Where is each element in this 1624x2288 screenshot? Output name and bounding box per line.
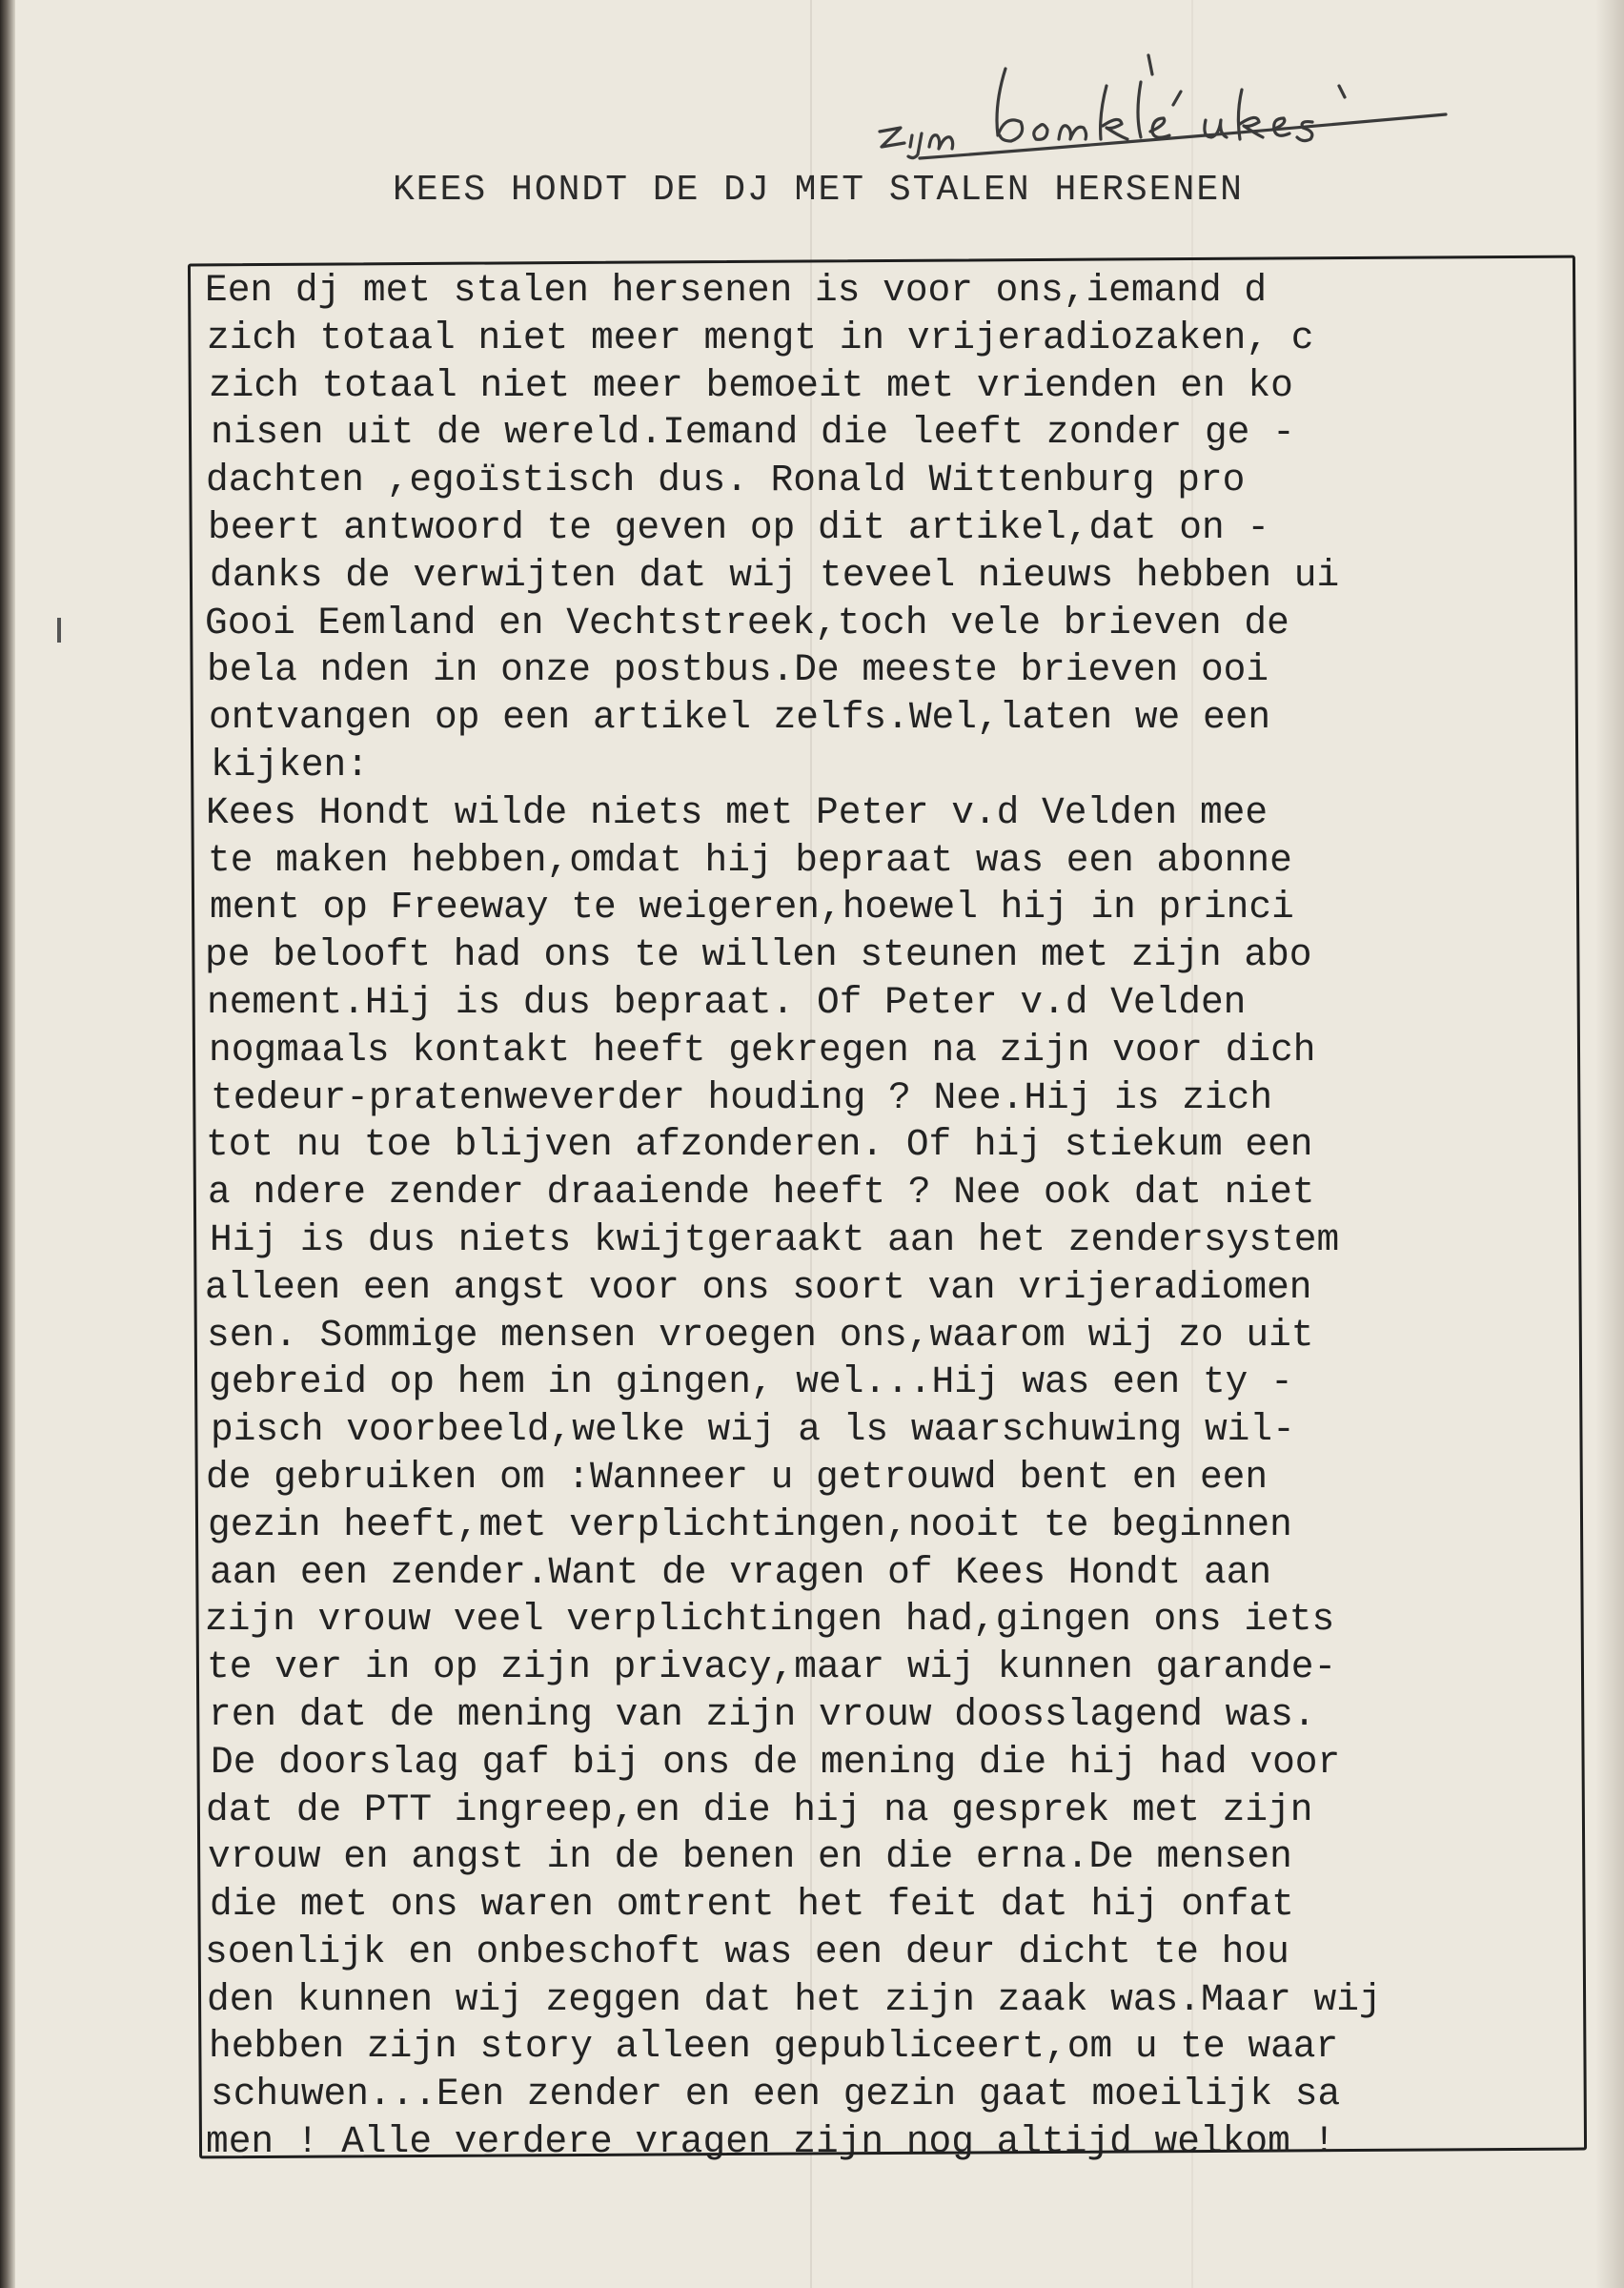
- text-line: hebben zijn story alleen gepubliceert,om u te waar: [209, 2025, 1339, 2069]
- page-binding-edge: [0, 0, 15, 2288]
- text-line: dachten ,egoïstisch dus. Ronald Wittenburg pro: [206, 459, 1246, 502]
- text-line: ontvangen op een artikel zelfs.Wel,laten we een: [209, 696, 1271, 740]
- text-line: zijn vrouw veel verplichtingen had,gingen ons iets: [205, 1598, 1335, 1642]
- text-line: zich totaal niet meer mengt in vrijeradiozaken, c: [207, 316, 1314, 359]
- text-line: Hij is dus niets kwijtgeraakt aan het zendersystem: [210, 1217, 1340, 1261]
- text-line: pisch voorbeeld,welke wij a ls waarschuwing wil-: [211, 1408, 1295, 1452]
- text-line: bela nden in onze postbus.De meeste brieven ooi: [207, 648, 1269, 692]
- text-line: beert antwoord te geven op dit artikel,dat on -: [208, 505, 1270, 549]
- text-line: dat de PTT ingreep,en die hij na gesprek met zijn: [206, 1788, 1313, 1831]
- text-line: nogmaals kontakt heeft gekregen na zijn voor dich: [209, 1028, 1316, 1072]
- text-line: nisen uit de wereld.Iemand die leeft zonder ge -: [211, 411, 1295, 455]
- text-line: De doorslag gaf bij ons de mening die hij had voor: [211, 1740, 1341, 1784]
- paper-edge-shadow: [1595, 0, 1624, 2288]
- text-line: vrouw en angst in de benen en die erna.De mensen: [208, 1835, 1292, 1879]
- text-line: ment op Freeway te weigeren,hoewel hij in princi: [210, 886, 1294, 930]
- text-line: men ! Alle verdere vragen zijn nog altijd welkom !: [206, 2120, 1336, 2164]
- text-line: ren dat de mening van zijn vrouw doosslagend was.: [209, 1692, 1316, 1736]
- text-line: te maken hebben,omdat hij bepraat was een abonne: [208, 838, 1292, 882]
- text-line: gezin heeft,met verplichtingen,nooit te beginnen: [208, 1502, 1292, 1546]
- text-line: kijken:: [211, 743, 369, 786]
- text-line: zich totaal niet meer bemoeit met vrienden en ko: [209, 363, 1293, 407]
- text-line: aan een zender.Want de vragen of Kees Hondt aan: [210, 1550, 1272, 1594]
- text-line: tedeur-pratenweverder houding ? Nee.Hij is zich: [211, 1075, 1273, 1119]
- article-body: [205, 267, 1580, 2166]
- text-line: den kunnen wij zeggen dat het zijn zaak was.Maar wij: [207, 1977, 1382, 2021]
- text-line: de gebruiken om :Wanneer u getrouwd bent en een: [206, 1455, 1269, 1499]
- text-line: Kees Hondt wilde niets met Peter v.d Velden mee: [206, 790, 1269, 834]
- text-line: Gooi Eemland en Vechtstreek,toch vele brieven de: [205, 601, 1289, 644]
- margin-mark: [57, 618, 61, 643]
- text-line: die met ons waren omtrent het feit dat hij onfat: [210, 1883, 1294, 1927]
- text-line: gebreid op hem in gingen, wel...Hij was een ty -: [209, 1360, 1293, 1404]
- text-line: te ver in op zijn privacy,maar wij kunnen garande-: [207, 1645, 1337, 1689]
- handwritten-annotation: [863, 48, 1472, 162]
- text-line: danks de verwijten dat wij teveel nieuws hebben ui: [210, 553, 1340, 597]
- text-line: nement.Hij is dus bepraat. Of Peter v.d Velden: [207, 980, 1247, 1024]
- text-line: pe belooft had ons te willen steunen met zijn abo: [205, 933, 1312, 977]
- text-line: alleen een angst voor ons soort van vrijeradiomen: [205, 1265, 1312, 1309]
- text-line: a ndere zender draaiende heeft ? Nee ook dat niet: [208, 1171, 1315, 1215]
- text-line: soenlijk en onbeschoft was een deur dicht te hou: [205, 1930, 1289, 1973]
- text-line: sen. Sommige mensen vroegen ons,waarom wij zo uit: [207, 1313, 1314, 1357]
- text-line: schuwen...Een zender en een gezin gaat moeilijk sa: [211, 2073, 1341, 2116]
- text-line: tot nu toe blijven afzonderen. Of hij stiekum een: [206, 1123, 1313, 1167]
- handwritten-annotation-drawing: [863, 48, 1472, 162]
- page-title: KEES HONDT DE DJ MET STALEN HERSENEN: [393, 170, 1244, 211]
- text-line: Een dj met stalen hersenen is voor ons,iemand d: [205, 269, 1268, 312]
